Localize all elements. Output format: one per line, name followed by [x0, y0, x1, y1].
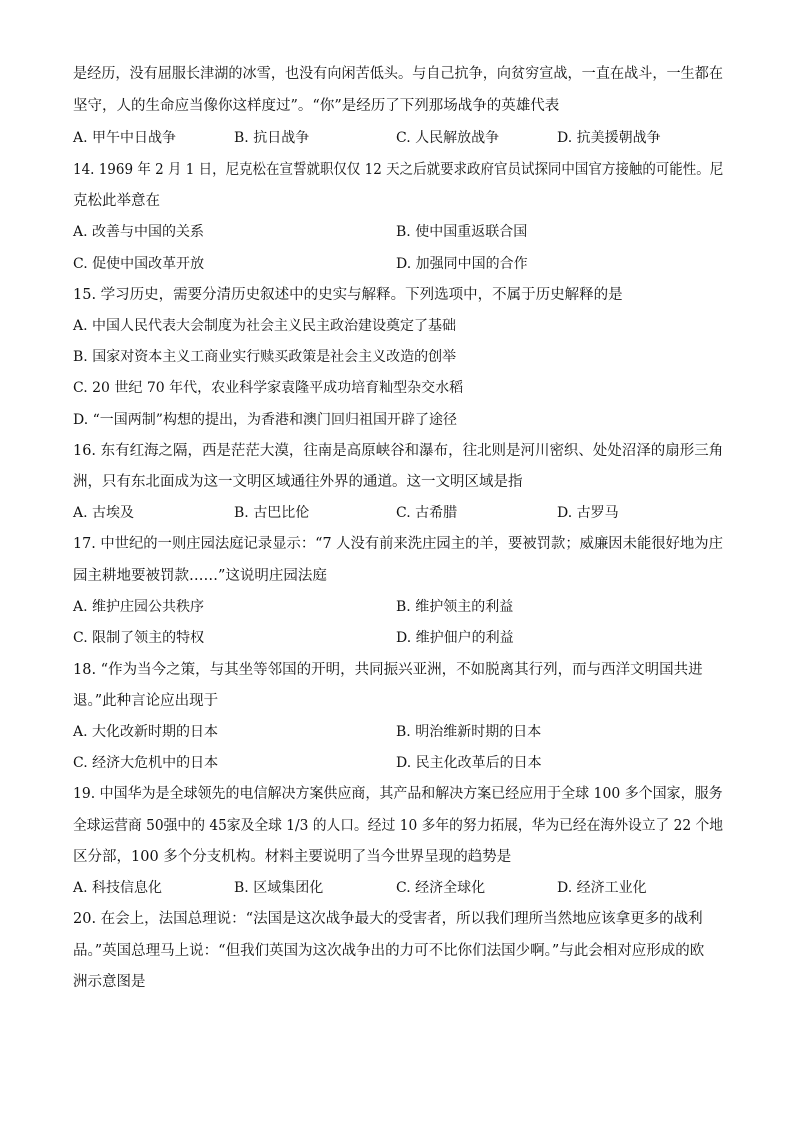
- q14-option-d: D. 加强同中国的合作: [396, 256, 528, 272]
- q16-stem-line-1: 16. 东有红海之隔，西是茫茫大漠，往南是高原峡谷和瀑布，往北则是河川密织、处处沼泽的扇形三角: [73, 443, 724, 459]
- q17-option-c: C. 限制了领主的特权: [73, 630, 205, 646]
- q20-stem-line-1: 20. 在会上，法国总理说：“法国是这次战争最大的受害者，所以我们理所当然地应该拿更多的战利: [73, 911, 703, 927]
- q19-stem-line-1: 19. 中国华为是全球领先的电信解决方案供应商，其产品和解决方案已经应用于全球 100 多个国家，服务: [73, 786, 723, 802]
- q15-option-c: C. 20 世纪 70 年代，农业科学家袁隆平成功培育籼型杂交水稻: [73, 380, 464, 396]
- q13-option-a: A. 甲午中日战争: [73, 130, 177, 146]
- q19-option-d: D. 经济工业化: [557, 880, 647, 896]
- q13-option-b: B. 抗日战争: [234, 130, 310, 146]
- q13-stem-line-2: 坚守，人的生命应当像你这样度过”。“你”是经历了下列那场战争的英雄代表: [73, 98, 560, 114]
- q18-option-c: C. 经济大危机中的日本: [73, 755, 219, 771]
- q15-option-d: D. “一国两制”构想的提出，为香港和澳门回归祖国开辟了途径: [73, 412, 457, 428]
- q15-stem: 15. 学习历史，需要分清历史叙述中的史实与解释。下列选项中，不属于历史解释的是: [73, 287, 623, 303]
- q19-option-b: B. 区域集团化: [234, 880, 324, 896]
- q18-option-a: A. 大化改新时期的日本: [73, 724, 219, 740]
- q16-option-a: A. 古埃及: [73, 505, 135, 521]
- q14-option-b: B. 使中国重返联合国: [396, 224, 528, 240]
- q13-option-d: D. 抗美援朝战争: [557, 130, 661, 146]
- q14-stem-line-2: 克松此举意在: [73, 193, 160, 209]
- q17-stem-line-1: 17. 中世纪的一则庄园法庭记录显示：“7 人没有前来洗庄园主的羊，要被罚款；威廉因未能很好地为庄: [73, 536, 723, 552]
- q17-stem-line-2: 园主耕地要被罚款……”这说明庄园法庭: [73, 568, 327, 584]
- q17-option-a: A. 维护庄园公共秩序: [73, 599, 205, 615]
- q13-stem-line-1: 是经历，没有屈服长津湖的冰雪，也没有向闲苦低头。与自己抗争，向贫穷宣战，一直在战斗，一生都在: [73, 66, 723, 82]
- q16-option-b: B. 古巴比伦: [234, 505, 310, 521]
- q19-option-a: A. 科技信息化: [73, 880, 163, 896]
- q19-stem-line-2: 全球运营商 50强中的 45家及全球 1/3 的人口。经过 10 多年的努力拓展，华为已经在海外设立了 22 个地: [73, 818, 724, 834]
- q17-option-b: B. 维护领主的利益: [396, 599, 514, 615]
- q14-stem-line-1: 14. 1969 年 2 月 1 日，尼克松在宣誓就职仅仅 12 天之后就要求政府官员试探同中国官方接触的可能性。尼: [73, 162, 724, 178]
- q20-stem-line-3: 洲示意图是: [73, 974, 146, 990]
- q18-stem-line-2: 退。”此种言论应出现于: [73, 693, 219, 709]
- q19-option-c: C. 经济全球化: [396, 880, 486, 896]
- q15-option-b: B. 国家对资本主义工商业实行赎买政策是社会主义改造的创举: [73, 349, 457, 365]
- q19-stem-line-3: 区分部，100 多个分支机构。材料主要说明了当今世界呈现的趋势是: [73, 849, 512, 865]
- q16-stem-line-2: 洲，只有东北面成为这一文明区域通往外界的通道。这一文明区域是指: [73, 474, 523, 490]
- q16-option-c: C. 古希腊: [396, 505, 458, 521]
- q18-option-b: B. 明治维新时期的日本: [396, 724, 542, 740]
- q20-stem-line-2: 品。”英国总理马上说：“但我们英国为这次战争出的力可不比你们法国少啊。”与此会相对应形成的欧: [73, 943, 705, 959]
- q16-option-d: D. 古罗马: [557, 505, 619, 521]
- q14-option-c: C. 促使中国改革开放: [73, 256, 205, 272]
- q18-stem-line-1: 18. “作为当今之策，与其坐等邻国的开明，共同振兴亚洲，不如脱离其行列，而与西洋文明国共进: [73, 662, 703, 678]
- q17-option-d: D. 维护佃户的利益: [396, 630, 514, 646]
- q18-option-d: D. 民主化改革后的日本: [396, 755, 542, 771]
- q13-option-c: C. 人民解放战争: [396, 130, 500, 146]
- q15-option-a: A. 中国人民代表大会制度为社会主义民主政治建设奠定了基础: [73, 318, 457, 334]
- q14-option-a: A. 改善与中国的关系: [73, 224, 205, 240]
